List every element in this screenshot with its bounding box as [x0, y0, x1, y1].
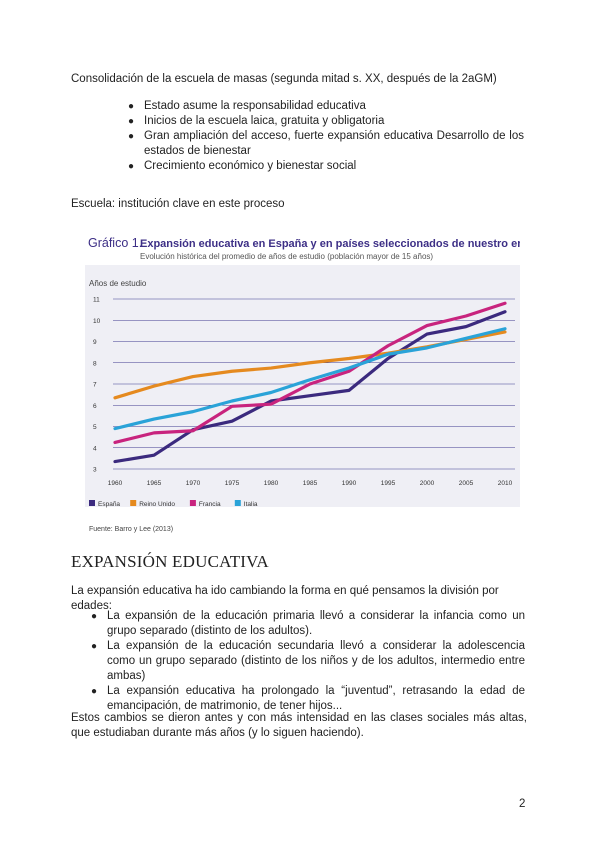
- section-bullet-list: [91, 609, 525, 714]
- legend-swatch: [89, 500, 95, 506]
- y-tick-label: 5: [93, 424, 97, 431]
- escuela-line: Escuela: institución clave en este proceso: [71, 198, 285, 210]
- x-tick-label: 1990: [341, 480, 357, 487]
- page-number: 2: [519, 798, 526, 810]
- x-tick-label: 1965: [146, 480, 162, 487]
- figure-subtitle: Evolución histórica del promedio de años de estudio (población mayor de 15 años): [140, 252, 434, 261]
- x-tick-label: 1995: [380, 480, 396, 487]
- list-item: ● Crecimiento económico y bienestar social: [128, 160, 357, 172]
- bullet-icon: ●: [128, 161, 135, 172]
- y-axis-label: Años de estudio: [89, 279, 147, 288]
- y-tick-label: 10: [93, 317, 101, 325]
- y-tick-label: 3: [93, 466, 97, 474]
- bullet-icon: ●: [128, 116, 135, 127]
- x-tick-label: 2005: [458, 480, 474, 487]
- list-item: ● La expansión educativa ha prolongado la “juventud”, retrasando la edad de emancipación, de matrimonio, de tener hijos...: [91, 685, 525, 712]
- x-tick-label: 1980: [263, 480, 279, 487]
- intro-heading: Consolidación de la escuela de masas (segunda mitad s. XX, después de la 2aGM): [71, 73, 497, 85]
- legend-swatch: [130, 500, 136, 506]
- y-tick-label: 6: [93, 402, 97, 410]
- section-intro: La expansión educativa ha ido cambiando la forma en qué pensamos la división por edades:: [71, 585, 499, 612]
- bullet-icon: ●: [91, 686, 98, 697]
- x-tick-label: 1975: [224, 480, 240, 487]
- x-tick-label: 2010: [497, 480, 513, 487]
- education-chart: [85, 232, 520, 540]
- x-tick-label: 2000: [419, 480, 435, 487]
- legend-label: Reino Unido: [139, 501, 175, 508]
- y-tick-label: 7: [93, 381, 97, 389]
- bullet-icon: ●: [128, 131, 135, 142]
- legend-label: Italia: [243, 501, 258, 508]
- bullet-icon: ●: [91, 611, 98, 622]
- closing-paragraph: Estos cambios se dieron antes y con más intensidad en las clases sociales más altas, que estudiaban durante más años (y lo siguen haciendo).: [71, 712, 527, 739]
- list-item: ● Inicios de la escuela laica, gratuita y obligatoria: [128, 115, 385, 127]
- legend-label: Francia: [198, 501, 221, 508]
- figure-title: Expansión educativa en España y en países seleccionados de nuestro entorno: [140, 238, 520, 250]
- intro-bullet-list: [128, 99, 524, 174]
- list-item: ● Gran ampliación del acceso, fuerte expansión educativa Desarrollo de los estados de bienestar: [128, 130, 524, 157]
- y-tick-label: 11: [93, 296, 100, 304]
- bullet-icon: ●: [91, 641, 98, 652]
- list-item: ● La expansión de la educación primaria llevó a considerar la infancia como un grupo separado (distinto de los adultos).: [91, 610, 525, 637]
- section-title: EXPANSIÓN EDUCATIVA: [71, 552, 269, 571]
- y-tick-label: 9: [93, 339, 97, 346]
- legend-swatch: [235, 500, 241, 506]
- list-item: ● Estado asume la responsabilidad educativa: [128, 100, 366, 112]
- legend-label: España: [98, 501, 121, 508]
- bullet-icon: ●: [128, 101, 135, 112]
- figure-source: Fuente: Barro y Lee (2013): [89, 526, 174, 533]
- figure-title-prefix: Gráfico 1.: [88, 236, 143, 250]
- legend-swatch: [190, 500, 196, 506]
- x-tick-label: 1985: [302, 480, 318, 487]
- y-tick-label: 8: [93, 360, 97, 368]
- x-tick-label: 1970: [185, 480, 201, 487]
- y-tick-label: 4: [93, 445, 97, 453]
- list-item: ● La expansión de la educación secundaria llevó a considerar la adolescencia como un grupo separado (distinto de los niños y de los adultos, intermedio entre ambas): [91, 640, 525, 682]
- figure: [85, 232, 520, 540]
- x-tick-label: 1960: [107, 480, 123, 487]
